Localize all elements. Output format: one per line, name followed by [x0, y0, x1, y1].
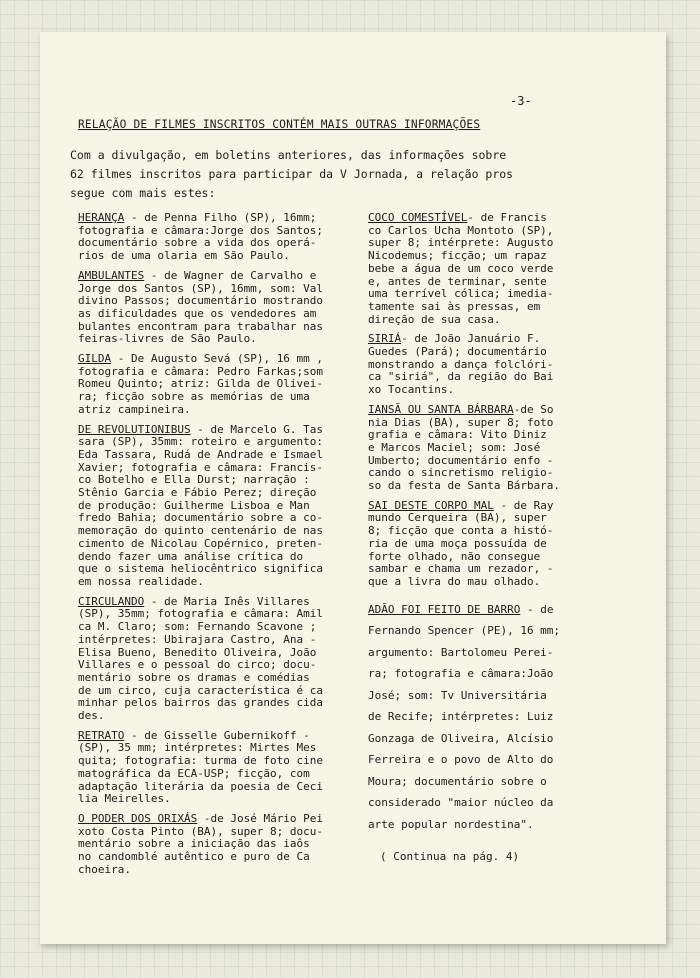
- entry-line: Fernando Spencer (PE), 16 mm;: [368, 624, 561, 638]
- film-entry-coco-comestivel: [368, 212, 630, 326]
- entry-line: Stênio Garcia e Fábio Perez; direção: [78, 486, 317, 500]
- film-title: COCO COMESTÍVEL: [368, 211, 468, 224]
- entry-line: considerado "maior núcleo da: [368, 796, 554, 810]
- entry-line: Ferreira e o povo de Alto do: [368, 753, 554, 767]
- film-title: GILDA: [78, 352, 112, 366]
- film-title: HERANÇA: [78, 211, 125, 224]
- film-entry-ambulantes: [78, 270, 368, 346]
- entry-first-line: GILDA - De Augusto Sevá (SP), 16 mm ,: [78, 352, 324, 366]
- entry-line: dendo fazer uma análise crítica do: [78, 549, 304, 563]
- entry-line: co Botelho e Ella Durst; narração :: [78, 473, 310, 487]
- entry-first-line: AMBULANTES - de Wagner de Carvalho e: [78, 268, 317, 282]
- film-title: O PODER DOS ORIXÁS: [78, 811, 198, 825]
- entry-line: bulantes encontram para trabalhar nas: [78, 319, 324, 333]
- entry-line: as dificuldades que os vendedores am: [78, 306, 317, 320]
- entry-first-line: O PODER DOS ORIXÁS -de José Mário Pei: [78, 811, 324, 825]
- entry-line: Gonzaga de Oliveira, Alcísio: [368, 731, 554, 745]
- entry-line: sara (SP), 35mm: roteiro e argumento:: [78, 435, 324, 449]
- document-page: [40, 32, 666, 944]
- entry-line: e, antes de terminar, sente: [368, 274, 547, 288]
- entry-first-line: ADÃO FOI FEITO DE BARRO - de: [368, 602, 554, 616]
- entry-line: nia Dias (BA), super 8; foto: [368, 415, 554, 429]
- entry-line: bebe a água de um coco verde: [368, 261, 554, 275]
- film-title: RETRATO: [78, 728, 125, 742]
- film-entry-adao: [368, 599, 630, 836]
- entry-line: choeira.: [78, 862, 131, 876]
- entry-line: sambar e chama um rezador, -: [368, 562, 554, 576]
- film-title: CIRCULANDO: [78, 594, 145, 608]
- film-entry-gilda: [78, 353, 368, 417]
- continuation-note: ( Continua na pág. 4): [380, 850, 520, 864]
- intro-paragraph: [70, 146, 570, 203]
- intro-line: 62 filmes inscritos para participar da V Jornada, a relação pros: [70, 167, 514, 181]
- entry-line: cando o sincretismo religio-: [368, 466, 554, 480]
- entry-line: super 8; intérprete: Augusto: [368, 236, 554, 250]
- entry-line: intérpretes: Ubirajara Castro, Ana -: [78, 632, 317, 646]
- entry-line: José; som: Tv Universitária: [368, 688, 547, 702]
- entry-line: adaptação literária da poesia de Ceci: [78, 779, 324, 793]
- film-title: SIRIÁ: [368, 332, 402, 346]
- entry-line: ra; fotografia e câmara:João: [368, 667, 554, 681]
- entry-line: Villares e o pessoal do circo; docu-: [78, 658, 317, 672]
- entry-line: xoto Costa Pinto (BA), super 8; docu-: [78, 824, 324, 838]
- entry-line: e Marcos Maciel; som: José: [368, 440, 541, 454]
- entry-line: mentário sobre os dramas e comédias: [78, 670, 310, 684]
- entry-line: Guedes (Pará); documentário: [368, 345, 547, 359]
- intro-line: segue com mais estes:: [70, 186, 216, 200]
- film-title: AMBULANTES: [78, 268, 145, 282]
- entry-line: de produção: Guilherme Lisboa e Man: [78, 498, 310, 512]
- entry-line: tamente sai às pressas, em: [368, 299, 541, 313]
- entry-line: xo Tocantins.: [368, 383, 455, 397]
- film-entry-de-revolutionibus: [78, 424, 368, 589]
- entry-line: de Recife; intérpretes: Luiz: [368, 710, 554, 724]
- entry-line: grafia e câmara: Vito Diniz: [368, 428, 547, 442]
- entry-line: cimento de Nicolau Copérnico, preten-: [78, 536, 324, 550]
- film-entry-sai-deste-corpo-mal: [368, 500, 630, 589]
- entry-line: Elisa Bueno, Benedito Oliveira, João: [78, 645, 317, 659]
- entry-line: rios de uma olaria em São Paulo.: [78, 249, 290, 263]
- entry-line: em nossa realidade.: [78, 574, 204, 588]
- entry-line: que a livra do mau olhado.: [368, 574, 541, 588]
- entry-first-line: DE REVOLUTIONIBUS - de Marcelo G. Tas: [78, 422, 324, 436]
- film-entry-iansa-ou-santa-barbara: [368, 404, 630, 493]
- page-heading: RELAÇÃO DE FILMES INSCRITOS CONTÉM MAIS OUTRAS INFORMAÇÕES: [78, 118, 481, 131]
- entry-line: documentário sobre a vida dos operá-: [78, 236, 317, 250]
- entry-line: Nicodemus; ficção; um rapaz: [368, 249, 547, 263]
- entry-line: (SP), 35mm; fotografia e câmara: Amil: [78, 607, 324, 621]
- film-entry-o-poder-dos-orixas: [78, 813, 368, 877]
- entry-line: lia Meirelles.: [78, 792, 171, 806]
- entry-line: des.: [78, 709, 105, 723]
- entry-line: minhar pelos bairros das grandes cida: [78, 696, 324, 710]
- entry-line: fotografia e câmara: Pedro Farkas;som: [78, 364, 324, 378]
- entry-line: direção de sua casa.: [368, 312, 501, 326]
- entry-line: de um circo, cuja característica é ca: [78, 683, 324, 697]
- entry-line: feiras-livres de São Paulo.: [78, 332, 257, 346]
- left-column: [78, 212, 368, 883]
- entry-line: ca "siriá", da região do Bai: [368, 370, 554, 384]
- entry-first-line: SIRIÁ- de João Januário F.: [368, 332, 541, 346]
- entry-first-line: IANSÃ OU SANTA BÁRBARA-de So: [368, 402, 554, 416]
- entry-line: uma terrível cólica; imedia-: [368, 287, 554, 301]
- film-entry-siria: [368, 333, 630, 397]
- film-entry-circulando: [78, 596, 368, 723]
- intro-line: Com a divulgação, em boletins anteriores, das informações sobre: [70, 148, 507, 162]
- entry-line: matográfica da ECA-USP; ficção, com: [78, 766, 310, 780]
- entry-line: fredo Bahia; documentário sobre a co-: [78, 511, 324, 525]
- film-title: DE REVOLUTIONIBUS: [78, 422, 191, 436]
- entry-line: ria de uma moça possuída de: [368, 536, 547, 550]
- entry-line: ca M. Claro; som: Fernando Scavone ;: [78, 620, 317, 634]
- film-title: ADÃO FOI FEITO DE BARRO: [368, 602, 521, 616]
- entry-line: so da festa de Santa Bárbara.: [368, 479, 561, 493]
- film-entry-retrato: [78, 730, 368, 806]
- page-number: -3-: [510, 94, 532, 108]
- entry-line: Eda Tassara, Rudá de Andrade e Ismael: [78, 447, 324, 461]
- entry-line: mundo Cerqueira (BA), super: [368, 511, 547, 525]
- film-entry-heranca: [78, 212, 368, 263]
- entry-line: fotografia e câmara:Jorge dos Santos;: [78, 223, 324, 237]
- entry-line: monstrando a dança folclóri-: [368, 357, 554, 371]
- entry-line: divino Passos; documentário mostrando: [78, 294, 324, 308]
- entry-line: argumento: Bartolomeu Perei-: [368, 645, 554, 659]
- entry-line: co Carlos Ucha Montoto (SP),: [368, 223, 554, 237]
- right-column: [368, 212, 630, 864]
- entry-line: 8; ficção que conta a histó-: [368, 524, 554, 538]
- entry-line: Umberto; documentário enfo -: [368, 453, 554, 467]
- entry-line: Xavier; fotografia e câmara: Francis-: [78, 460, 324, 474]
- entry-line: Moura; documentário sobre o: [368, 774, 547, 788]
- entry-line: forte olhado, não consegue: [368, 549, 541, 563]
- entry-first-line: SAI DESTE CORPO MAL - de Ray: [368, 498, 554, 512]
- entry-first-line: HERANÇA - de Penna Filho (SP), 16mm;: [78, 211, 317, 224]
- film-title: SAI DESTE CORPO MAL: [368, 498, 494, 512]
- entry-line: Romeu Quinto; atriz: Gilda de Olivei-: [78, 377, 324, 391]
- entry-line: que o sistema heliocêntrico significa: [78, 562, 324, 576]
- entry-first-line: CIRCULANDO - de Maria Inês Villares: [78, 594, 310, 608]
- entry-line: quita; fotografia: turma de foto cine: [78, 754, 324, 768]
- film-title: IANSÃ OU SANTA BÁRBARA: [368, 402, 514, 416]
- entry-first-line: RETRATO - de Gisselle Gubernikoff -: [78, 728, 310, 742]
- entry-line: Jorge dos Santos (SP), 16mm, som: Val: [78, 281, 324, 295]
- entry-line: arte popular nordestina".: [368, 817, 534, 831]
- entry-line: no candomblé autêntico e puro de Ca: [78, 850, 310, 864]
- entry-first-line: COCO COMESTÍVEL- de Francis: [368, 211, 547, 224]
- entry-line: memoração do quinto centenário de nas: [78, 524, 324, 538]
- entry-line: atriz campineira.: [78, 402, 191, 416]
- entry-line: ra; ficção sobre as memórias de uma: [78, 390, 310, 404]
- entry-line: mentário sobre a iniciação das iaôs: [78, 837, 310, 851]
- entry-line: (SP), 35 mm; intérpretes: Mirtes Mes: [78, 741, 317, 755]
